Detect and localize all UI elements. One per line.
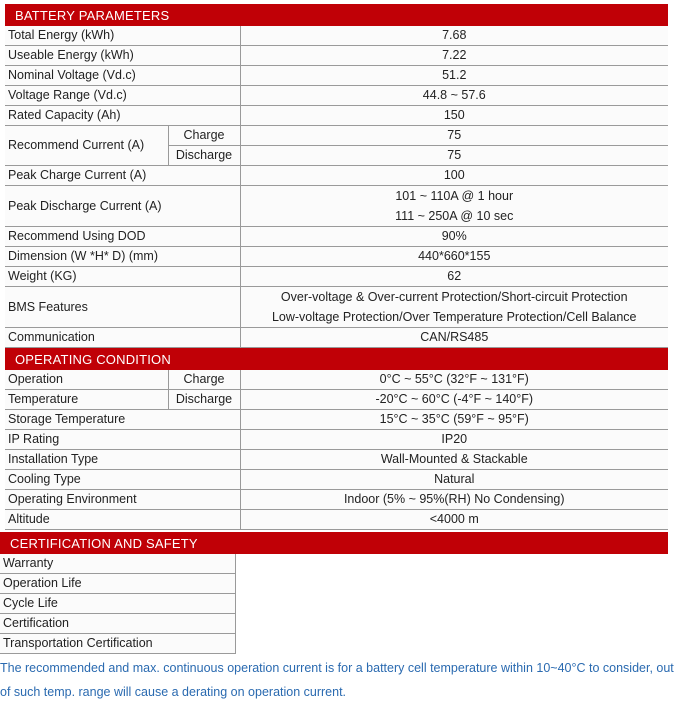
section-header: BATTERY PARAMETERS <box>5 4 668 26</box>
section-header: OPERATING CONDITION <box>5 348 668 370</box>
row-value: 75 <box>240 126 668 146</box>
table-row <box>5 227 668 247</box>
row-label: Certification <box>0 614 235 634</box>
table-row <box>5 106 668 126</box>
row-label: BMS Features <box>5 287 240 328</box>
row-value: 51.2 <box>240 66 668 86</box>
table-row <box>5 430 668 450</box>
table-row <box>5 470 668 490</box>
table-row <box>0 614 668 634</box>
table-row <box>5 390 668 410</box>
row-value: 0°C ~ 55°C (32°F ~ 131°F) <box>240 370 668 390</box>
value-line: 111 ~ 250A @ 10 sec <box>395 209 514 223</box>
table-row <box>5 186 668 227</box>
table-row <box>5 46 668 66</box>
table-row <box>5 510 668 530</box>
row-value: Indoor (5% ~ 95%(RH) No Condensing) <box>240 490 668 510</box>
row-value: CAN/RS485 <box>240 328 668 348</box>
footnote: The recommended and max. continuous operation current is for a battery cell temperature within 10~40°C to consider, out of such temp. range will cause a derating on operation current. <box>0 661 674 699</box>
row-value: 7.68 <box>240 26 668 46</box>
row-label: Recommend Current (A) <box>5 126 168 166</box>
table-row <box>5 66 668 86</box>
row-label: Peak Charge Current (A) <box>5 166 240 186</box>
section-header: CERTIFICATION AND SAFETY <box>0 532 668 554</box>
row-label: Rated Capacity (Ah) <box>5 106 240 126</box>
table-row <box>5 86 668 106</box>
table-row <box>5 370 668 390</box>
table-row <box>0 554 668 574</box>
table-row <box>5 410 668 430</box>
row-label: Communication <box>5 328 240 348</box>
row-label: Operation Life <box>0 574 235 594</box>
table-row <box>5 126 668 146</box>
spec-table <box>5 370 668 530</box>
row-value: -20°C ~ 60°C (-4°F ~ 140°F) <box>240 390 668 410</box>
row-value: 15°C ~ 35°C (59°F ~ 95°F) <box>240 410 668 430</box>
table-row <box>5 450 668 470</box>
row-label: Installation Type <box>5 450 240 470</box>
spec-table <box>0 554 668 654</box>
row-label: Nominal Voltage (Vd.c) <box>5 66 240 86</box>
row-label: Storage Temperature <box>5 410 240 430</box>
row-value <box>240 287 668 328</box>
row-label: Warranty <box>0 554 235 574</box>
sub-label: Discharge <box>168 390 240 410</box>
table-row <box>0 594 668 614</box>
table-row <box>5 247 668 267</box>
table-row <box>5 287 668 328</box>
row-label: Cycle Life <box>0 594 235 614</box>
row-value: 90% <box>240 227 668 247</box>
row-label: Transportation Certification <box>0 634 235 654</box>
table-row <box>5 328 668 348</box>
row-value: 62 <box>240 267 668 287</box>
sub-label: Charge <box>168 370 240 390</box>
row-value: 75 <box>240 146 668 166</box>
row-label: Operating Environment <box>5 490 240 510</box>
row-label: Dimension (W *H* D) (mm) <box>5 247 240 267</box>
sub-label: Charge <box>168 126 240 146</box>
row-label: IP Rating <box>5 430 240 450</box>
value-line: Low-voltage Protection/Over Temperature Protection/Cell Balance <box>271 310 637 324</box>
row-value: <4000 m <box>240 510 668 530</box>
row-value: Natural <box>240 470 668 490</box>
row-value <box>240 186 668 227</box>
spec-table <box>5 26 668 348</box>
row-value: 7.22 <box>240 46 668 66</box>
row-label: Altitude <box>5 510 240 530</box>
certification-section <box>0 532 668 654</box>
row-label: Peak Discharge Current (A) <box>5 186 240 227</box>
operating-condition-section <box>5 348 668 530</box>
table-row <box>5 166 668 186</box>
row-label: Cooling Type <box>5 470 240 490</box>
row-label: Voltage Range (Vd.c) <box>5 86 240 106</box>
value-line: 101 ~ 110A @ 1 hour <box>395 189 514 203</box>
sub-label: Discharge <box>168 146 240 166</box>
battery-parameters-section <box>5 4 668 348</box>
table-row <box>5 26 668 46</box>
row-label: Total Energy (kWh) <box>5 26 240 46</box>
row-label: Operation <box>5 370 168 390</box>
row-label: Temperature <box>5 390 168 410</box>
row-value: 440*660*155 <box>240 247 668 267</box>
row-value: 100 <box>240 166 668 186</box>
table-row <box>0 574 668 594</box>
table-row <box>5 490 668 510</box>
value-line: Over-voltage & Over-current Protection/Short-circuit Protection <box>280 290 628 304</box>
row-label: Weight (KG) <box>5 267 240 287</box>
row-value: Wall-Mounted & Stackable <box>240 450 668 470</box>
row-label: Useable Energy (kWh) <box>5 46 240 66</box>
table-row <box>0 634 668 654</box>
row-label: Recommend Using DOD <box>5 227 240 247</box>
row-value: 44.8 ~ 57.6 <box>240 86 668 106</box>
table-row <box>5 267 668 287</box>
row-value: IP20 <box>240 430 668 450</box>
row-value: 150 <box>240 106 668 126</box>
